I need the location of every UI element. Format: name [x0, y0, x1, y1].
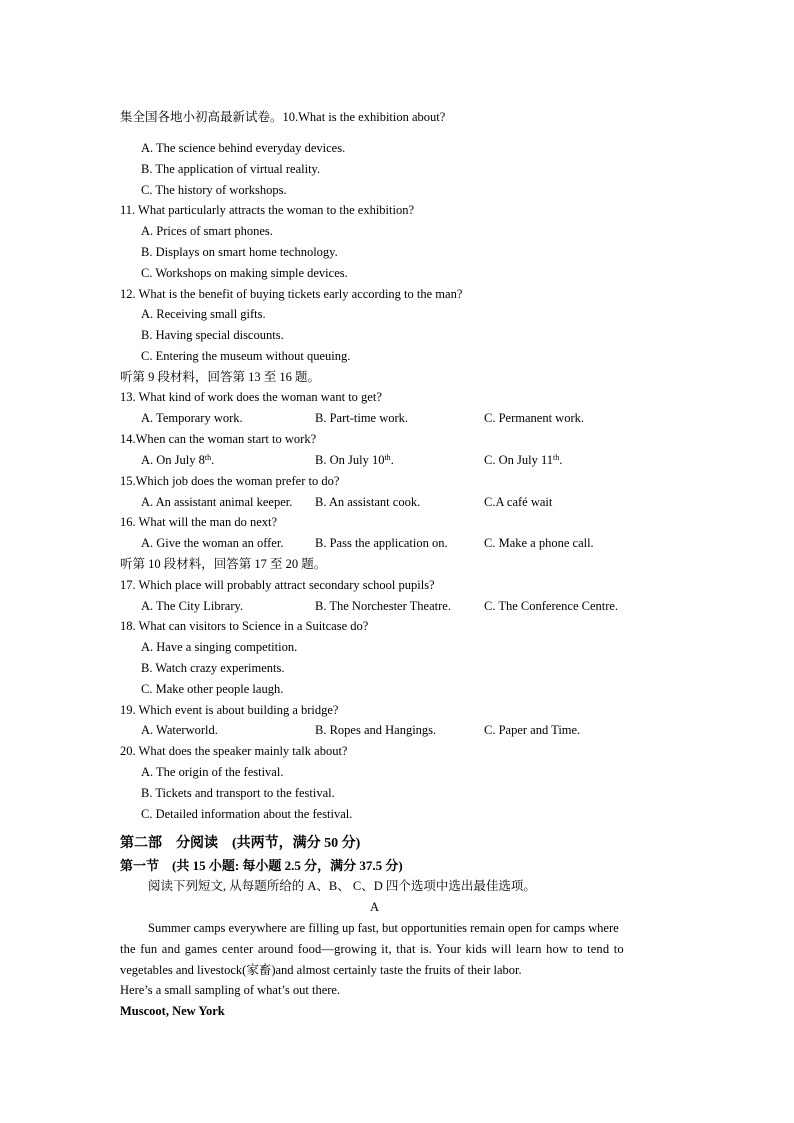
q12-option-b: B. Having special discounts. [141, 328, 284, 342]
q12-option-a: A. Receiving small gifts. [141, 307, 266, 321]
q15-option-c: C.A café wait [484, 495, 553, 509]
q19-option-b: B. Ropes and Hangings. [315, 723, 437, 737]
q20-option-c: C. Detailed information about the festival. [141, 807, 353, 821]
question-17: 17. Which place will probably attract secondary school pupils? [120, 578, 435, 592]
passage-paragraph-1-line-1: Summer camps everywhere are filling up fast, but opportunities remain open for camps where [148, 921, 619, 935]
q13-option-b: B. Part-time work. [315, 411, 409, 425]
q14-option-a: A. On July 8th. [141, 453, 215, 467]
section-1-heading: 第一节 (共 15 小题: 每小题 2.5 分，满分 37.5 分) [120, 858, 403, 873]
question-11: 11. What particularly attracts the woman to the exhibition? [120, 203, 415, 217]
q10-option-a: A. The science behind everyday devices. [141, 141, 346, 155]
q19-option-a: A. Waterworld. [141, 723, 218, 737]
question-15: 15.Which job does the woman prefer to do? [120, 474, 340, 488]
q18-option-c: C. Make other people laugh. [141, 682, 284, 696]
q16-option-b: B. Pass the application on. [315, 536, 448, 550]
question-12: 12. What is the benefit of buying tickets early according to the man? [120, 287, 463, 301]
q13-option-c: C. Permanent work. [484, 411, 584, 425]
q17-option-c: C. The Conference Centre. [484, 599, 619, 613]
passage-paragraph-1-line-3: vegetables and livestock(家畜)and almost certainly taste the fruits of their labor. [120, 963, 522, 977]
q15-option-b: B. An assistant cook. [315, 495, 421, 509]
q10-option-b: B. The application of virtual reality. [141, 162, 321, 176]
section-10-instruction: 听第 10 段材料，回答第 17 至 20 题。 [120, 557, 327, 571]
q18-option-a: A. Have a singing competition. [141, 640, 298, 654]
q15-option-a: A. An assistant animal keeper. [141, 495, 293, 509]
question-10: 集全国各地小初高最新试卷。10.What is the exhibition about? [120, 110, 446, 124]
q14-option-c: C. On July 11th. [484, 453, 563, 467]
part-2-heading: 第二部 分阅读 (共两节，满分 50 分) [120, 836, 361, 851]
q11-option-c: C. Workshops on making simple devices. [141, 266, 348, 280]
question-14: 14.When can the woman start to work? [120, 432, 317, 446]
question-16: 16. What will the man do next? [120, 515, 278, 529]
q18-option-b: B. Watch crazy experiments. [141, 661, 285, 675]
q17-option-a: A. The City Library. [141, 599, 244, 613]
q11-option-a: A. Prices of smart phones. [141, 224, 273, 238]
question-19: 19. Which event is about building a bridge? [120, 703, 339, 717]
section-9-instruction: 听第 9 段材料，回答第 13 至 16 题。 [120, 370, 321, 384]
q19-option-c: C. Paper and Time. [484, 723, 581, 737]
q20-option-a: A. The origin of the festival. [141, 765, 284, 779]
question-18: 18. What can visitors to Science in a Suitcase do? [120, 619, 369, 633]
q12-option-c: C. Entering the museum without queuing. [141, 349, 351, 363]
q14-option-b: B. On July 10th. [315, 453, 394, 467]
q16-option-a: A. Give the woman an offer. [141, 536, 284, 550]
reading-instruction: 阅读下列短文, 从每题所给的 A、B、 C、D 四个选项中选出最佳选项。 [148, 879, 536, 893]
q20-option-b: B. Tickets and transport to the festival. [141, 786, 335, 800]
q13-option-a: A. Temporary work. [141, 411, 243, 425]
question-13: 13. What kind of work does the woman want to get? [120, 390, 382, 404]
passage-label: A [370, 900, 380, 914]
q17-option-b: B. The Norchester Theatre. [315, 599, 451, 613]
passage-paragraph-1-line-2: the fun and games center around food—growing it, that is. Your kids will learn how to tend to [120, 942, 624, 956]
passage-paragraph-2: Here’s a small sampling of what’s out there. [120, 983, 341, 997]
question-20: 20. What does the speaker mainly talk about? [120, 744, 348, 758]
q11-option-b: B. Displays on smart home technology. [141, 245, 338, 259]
q10-option-c: C. The history of workshops. [141, 183, 287, 197]
passage-subheading: Muscoot, New York [120, 1004, 225, 1018]
q16-option-c: C. Make a phone call. [484, 536, 594, 550]
